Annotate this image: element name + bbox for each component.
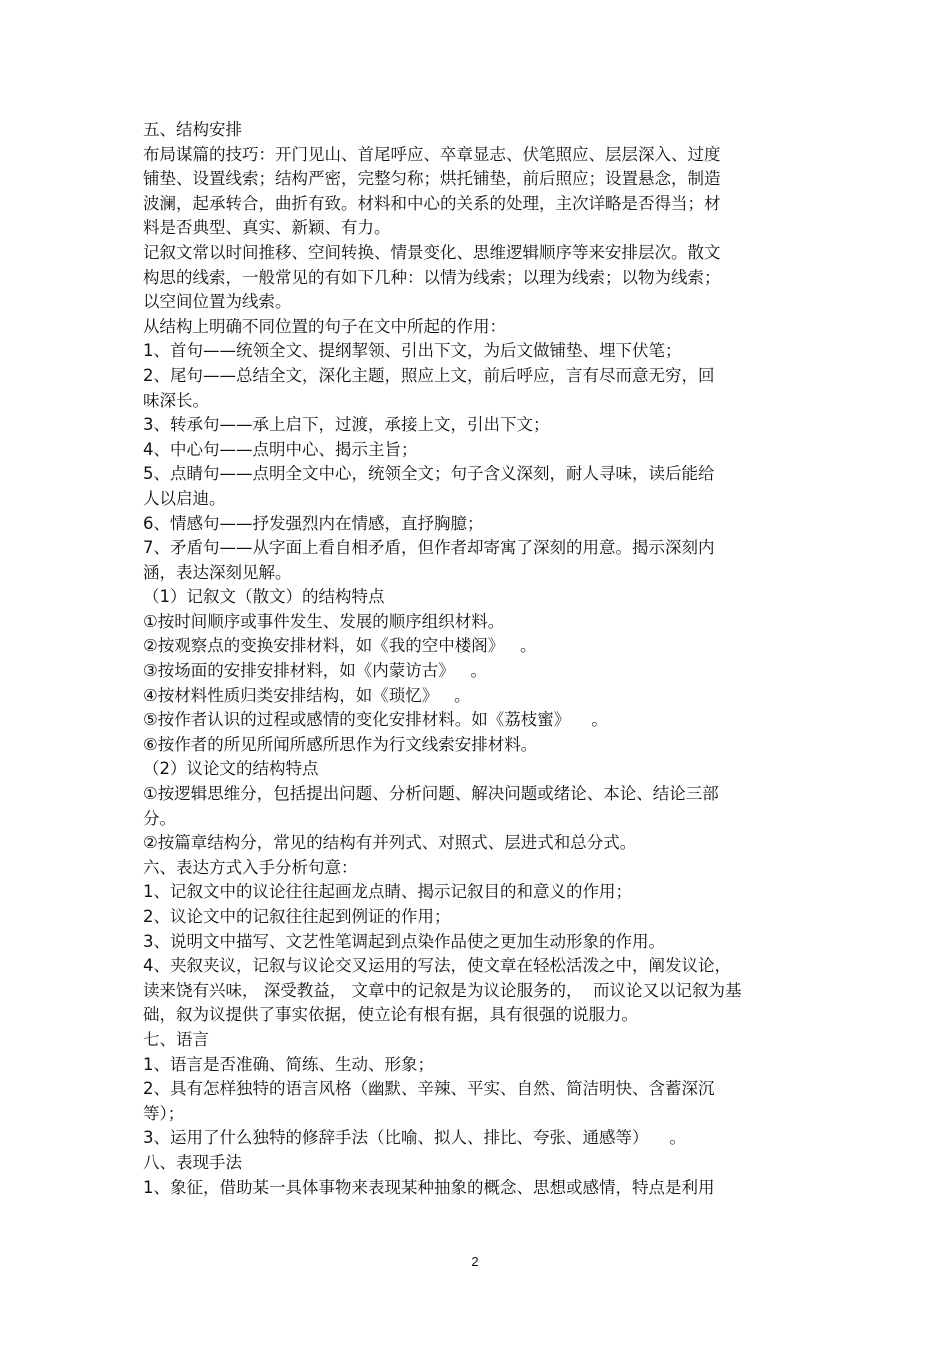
document-body [143,118,803,1200]
text-line: 涵，表达深刻见解。 [143,562,292,582]
text-line: 六、表达方式入手分析句意： [143,857,358,877]
text-line: 3、说明文中描写、文艺性笔调起到点染作品使之更加生动形象的作用。 [143,931,665,951]
text-line: ①按逻辑思维分，包括提出问题、分析问题、解决问题或绪论、本论、结论三部 [143,784,719,804]
text-line: ②按观察点的变换安排材料，如《我的空中楼阁》 。 [143,636,537,656]
text-line: 6、情感句——抒发强烈内在情感，直抒胸臆； [143,513,484,533]
text-line: ③按场面的安排安排材料，如《内蒙访古》 。 [143,661,488,681]
text-line: ②按篇章结构分，常见的结构有并列式、对照式、层进式和总分式。 [143,833,637,853]
text-line: 八、表现手法 [143,1152,242,1172]
text-line: 础，叙为议提供了事实依据，使立论有根有据，具有很强的说服力。 [143,1005,638,1025]
text-line: ⑥按作者的所见所闻所感所思作为行文线索安排材料。 [143,734,538,754]
text-line: 读来饶有兴味， 深受教益， 文章中的记叙是为议论服务的， 而议论又以记叙为基 [143,980,742,1000]
text-line: 布局谋篇的技巧：开门见山、首尾呼应、卒章显志、伏笔照应、层层深入、过度 [143,144,721,164]
text-line: 味深长。 [143,390,209,410]
text-line: 1、象征，借助某一具体事物来表现某种抽象的概念、思想或感情，特点是利用 [143,1177,715,1197]
text-line: 2、议论文中的记叙往往起到例证的作用； [143,907,451,926]
text-line: 构思的线索，一般常见的有如下几种：以情为线索；以理为线索；以物为线索； [143,267,721,287]
text-line: 等）； [143,1103,185,1123]
text-line: 1、语言是否准确、简练、生动、形象； [143,1054,434,1074]
text-line: 以空间位置为线索。 [143,292,292,312]
text-line: 波澜，起承转合，曲折有致。材料和中心的关系的处理，主次详略是否得当；材 [143,193,721,213]
text-line: 人以启迪。 [143,488,226,508]
text-line: 从结构上明确不同位置的句子在文中所起的作用： [143,316,506,336]
text-line: ①按时间顺序或事件发生、发展的顺序组织材料。 [143,611,505,631]
text-line: 分。 [143,808,176,828]
text-line: ④按材料性质归类安排结构，如《琐忆》 。 [143,685,471,705]
text-line: 2、尾句——总结全文，深化主题，照应上文，前后呼应，言有尽而意无穷，回 [143,365,715,385]
text-line: ⑤按作者认识的过程或感情的变化安排材料。如《荔枝蜜》 。 [143,710,608,730]
text-line: （2）议论文的结构特点 [143,759,319,779]
text-line: 5、点睛句——点明全文中心，统领全文；句子含义深刻，耐人寻味，读后能给 [143,464,715,484]
text-line: 4、夹叙夹议，记叙与议论交叉运用的写法，使文章在轻松活泼之中，阐发议论， [143,956,731,976]
text-line: 4、中心句——点明中心、揭示主旨； [143,439,418,459]
text-line: 3、转承句——承上启下，过渡，承接上文，引出下文； [143,415,550,435]
text-line: 1、记叙文中的议论往往起画龙点睛、揭示记叙目的和意义的作用； [143,882,632,902]
text-line: 铺垫、设置线索；结构严密，完整匀称；烘托铺垫，前后照应；设置悬念，制造 [143,169,721,189]
text-line: 1、首句——统领全文、提纲挈领、引出下文，为后文做铺垫、埋下伏笔； [143,341,682,361]
text-line: 料是否典型、真实、新颖、有力。 [143,218,391,238]
text-line: 7、矛盾句——从字面上看自相矛盾，但作者却寄寓了深刻的用意。揭示深刻内 [143,538,715,558]
text-line: 3、运用了什么独特的修辞手法（比喻、拟人、排比、夸张、通感等） 。 [143,1128,686,1148]
text-line: 记叙文常以时间推移、空间转换、情景变化、思维逻辑顺序等来安排层次。散文 [143,242,721,262]
page-number: 2 [471,1254,479,1269]
text-line: （1）记叙文（散文）的结构特点 [143,587,385,607]
text-line: 五、结构安排 [143,120,242,139]
text-line: 七、语言 [143,1029,209,1049]
text-line: 2、具有怎样独特的语言风格（幽默、辛辣、平实、自然、简洁明快、含蓄深沉 [143,1079,715,1099]
